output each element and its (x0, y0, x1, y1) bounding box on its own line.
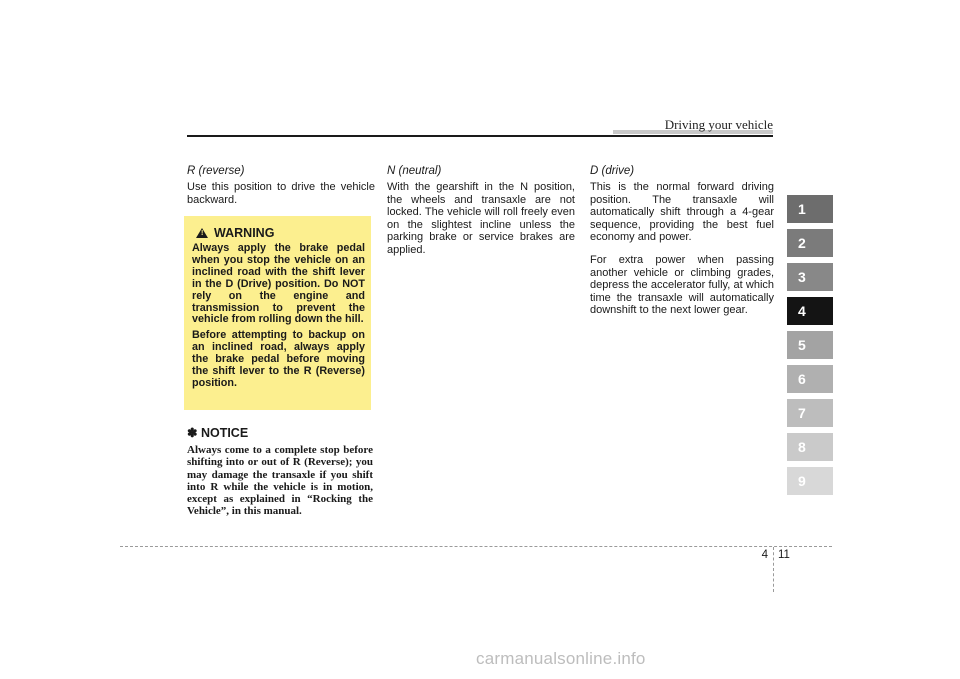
warning-box (184, 216, 371, 410)
page-chapter-number: 4 (761, 549, 768, 561)
notice-section (187, 425, 373, 518)
chapter-tab-7[interactable] (787, 399, 833, 427)
chapter-tab-6[interactable] (787, 365, 833, 393)
chapter-tabs (787, 195, 833, 501)
warning-triangle-icon: ! (196, 228, 208, 238)
warning-text (192, 243, 365, 394)
notice-body: Always come to a complete stop before shifting into or out of R (Reverse); you may damage the transaxle if you shift into R while the vehicle is in motion, except as explained in “Rocking the Vehicle”, in this manual. (187, 444, 373, 518)
drive-body-2: For extra power when passing another vehicle or climbing grades, depress the accelerator fully, at which time the transaxle will automatically downshift to the next lower gear. (590, 253, 774, 317)
warning-heading (196, 226, 274, 240)
chapter-tab-2[interactable] (787, 229, 833, 257)
chapter-tab-label: 2 (798, 235, 806, 251)
chapter-tab-label: 4 (798, 303, 806, 319)
neutral-subtitle: N (neutral) (387, 165, 442, 177)
warning-paragraph-2: Before attempting to backup on an inclined road, always apply the brake pedal before moving the shift lever to the R (Reverse) position. (192, 329, 365, 389)
chapter-tab-9[interactable] (787, 467, 833, 495)
reverse-section (187, 165, 375, 216)
drive-section (590, 165, 774, 327)
chapter-tab-label: 5 (798, 337, 806, 353)
reverse-subtitle: R (reverse) (187, 165, 245, 177)
chapter-tab-label: 6 (798, 371, 806, 387)
chapter-tab-8[interactable] (787, 433, 833, 461)
watermark: carmanualsonline.info (476, 649, 646, 668)
drive-body-1: This is the normal forward driving position. The transaxle will automatically shift through a 4-gear sequence, providing the best fuel economy and power. (590, 181, 774, 244)
warning-paragraph-1: Always apply the brake pedal when you stop the vehicle on an inclined road with the shift lever in the D (Drive) position. Do NOT rely on the engine and transmission to prevent the vehicle from rolling down the hill. (192, 242, 365, 326)
chapter-tab-5[interactable] (787, 331, 833, 359)
footer-rule (120, 546, 832, 547)
chapter-tab-label: 9 (798, 473, 806, 489)
chapter-tab-label: 8 (798, 439, 806, 455)
neutral-body: With the gearshift in the N position, the wheels and transaxle are not locked. The vehicle will roll freely even on the slightest incline unless the parking brake or service brakes are applied. (387, 181, 575, 256)
chapter-tab-3[interactable] (787, 263, 833, 291)
footer-divider (773, 547, 774, 592)
chapter-tab-4[interactable] (787, 297, 833, 325)
chapter-tab-label: 3 (798, 269, 806, 285)
page-header-title: Driving your vehicle (664, 117, 773, 132)
chapter-tab-label: 7 (798, 405, 806, 421)
chapter-tab-1[interactable] (787, 195, 833, 223)
page-number: 11 (778, 549, 790, 561)
reverse-body: Use this position to drive the vehicle backward. (187, 181, 375, 206)
notice-title: ✽ NOTICE (187, 426, 249, 440)
chapter-tab-label: 1 (798, 201, 806, 217)
warning-title: WARNING (214, 226, 275, 240)
neutral-section (387, 165, 575, 267)
header-rule (187, 135, 773, 137)
drive-subtitle: D (drive) (590, 165, 635, 177)
